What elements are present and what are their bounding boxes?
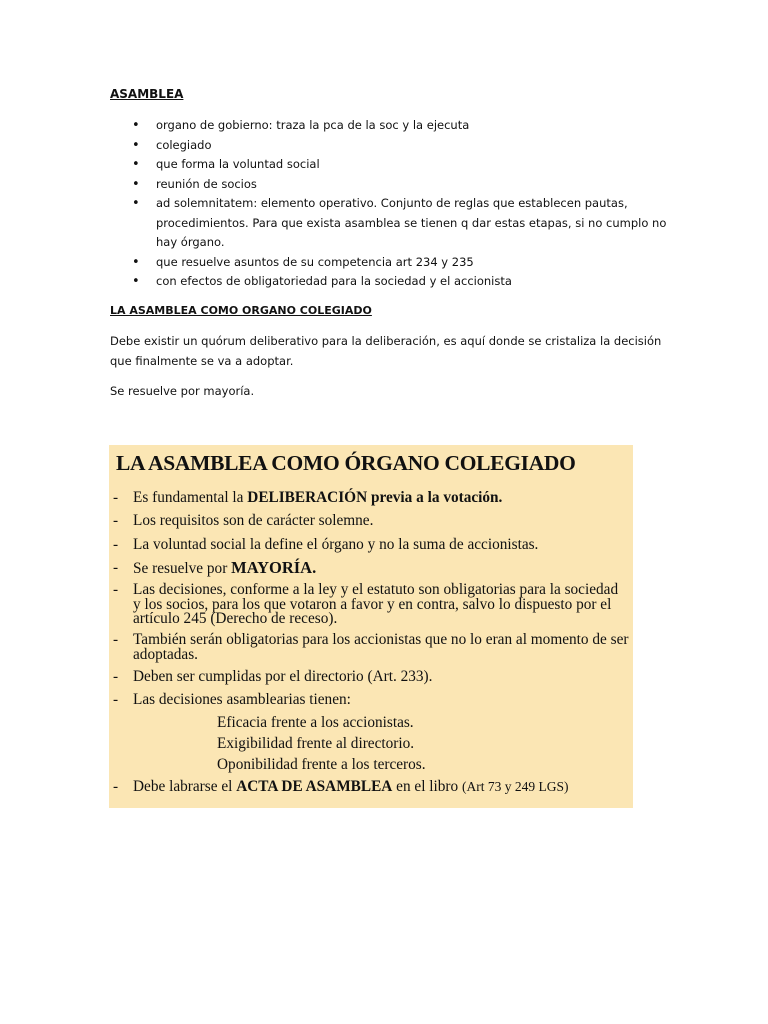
paragraph-quorum: Debe existir un quórum deliberativo para la deliberación, es aquí donde se cristaliza la decisión que finalmente se va a adoptar. (110, 334, 662, 368)
list-item: • reunión de socios (110, 175, 670, 195)
slide-item: - También serán obligatorias para los accionistas que no lo eran al momento de ser adoptadas. (113, 630, 629, 665)
section-title-asamblea: ASAMBLEA (110, 87, 184, 101)
slide-item-bold: DELIBERACIÓN previa a la votación. (247, 489, 503, 506)
slide-subitem: Exigibilidad frente al directorio. (217, 734, 415, 752)
slide-item (113, 775, 629, 798)
slide-item-text: Es fundamental la (133, 489, 248, 506)
list-item: • con efectos de obligatoriedad para la sociedad y el accionista (110, 272, 670, 292)
list-item: • que resuelve asuntos de su competencia art 234 y 235 (110, 253, 670, 273)
slide-item-text: Se resuelve por (133, 559, 232, 577)
list-item: • ad solemnitatem: elemento operativo. Conjunto de reglas que establecen pautas, procedimientos. Para que exista asamblea se tienen q dar estas etapas, si no cumplo no hay órgano. (110, 194, 670, 253)
slide-item-bold: ACTA DE ASAMBLEA (236, 777, 393, 795)
slide-item-reference: (Art 73 y 249 LGS) (462, 778, 569, 794)
slide-item: - Los requisitos son de carácter solemne. (113, 509, 629, 532)
slide-item-bold: MAYORÍA. (231, 557, 317, 577)
slide-title: LA ASAMBLEA COMO ÓRGANO COLEGIADO (116, 451, 576, 475)
slide-item: - Las decisiones asamblearias tienen: (113, 688, 629, 711)
section-title-organo-colegiado: LA ASAMBLEA COMO ORGANO COLEGIADO (110, 304, 372, 317)
slide-item (113, 486, 629, 509)
slide-image (109, 445, 633, 808)
list-item: • organo de gobierno: traza la pca de la soc y la ejecuta (110, 116, 670, 136)
slide-list (113, 486, 629, 798)
paragraph-mayoria: Se resuelve por mayoría. (110, 384, 255, 398)
slide-item-text: en el libro (392, 777, 462, 795)
slide-item-text: Debe labrarse el (133, 777, 237, 795)
slide-item: - La voluntad social la define el órgano y no la suma de accionistas. (113, 533, 629, 556)
slide-item: - Deben ser cumplidas por el directorio (Art. 233). (113, 665, 629, 688)
slide-subitem: Eficacia frente a los accionistas. (217, 713, 414, 731)
slide-item: - Las decisiones, conforme a la ley y el estatuto son obligatorias para la sociedad y los socios, para los que votaron a favor y en contra, salvo lo dispuesto por el artículo 245 (Derecho de receso). (113, 580, 629, 630)
list-item: • colegiado (110, 136, 670, 156)
asamblea-bullet-list (110, 116, 670, 292)
slide-item (113, 556, 629, 580)
slide-subitem: Oponibilidad frente a los terceros. (217, 755, 426, 773)
list-item: • que forma la voluntad social (110, 155, 670, 175)
